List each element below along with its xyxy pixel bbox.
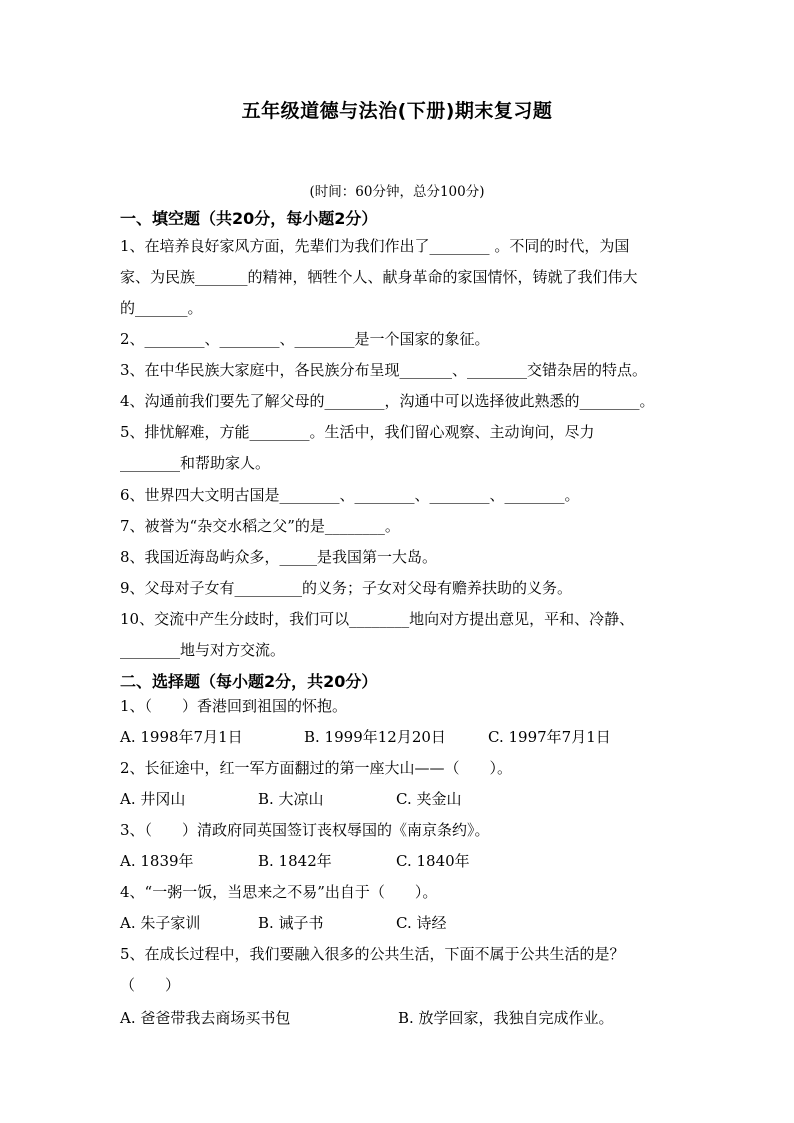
question-line: 4、沟通前我们要先了解父母的________，沟通中可以选择彼此熟悉的________。 [120,392,655,410]
option-a: A. 朱子家训 [120,914,201,932]
question-3: 3、（ ）清政府同英国签订丧权辱国的《南京条约》。 [120,821,490,839]
question-1: 1、（ ）香港回到祖国的怀抱。 [120,697,348,715]
question-line: 8、我国近海岛屿众多，_____是我国第一大岛。 [120,548,438,566]
option-b: B. 1842年 [258,852,332,870]
page-title: 五年级道德与法治(下册)期末复习题 [241,100,553,122]
question-line: 7、被誉为“杂交水稻之父”的是________。 [120,517,400,535]
option-a: A. 井冈山 [120,790,186,808]
option-b: B. 大凉山 [258,790,324,808]
option-c: C. 诗经 [396,914,447,932]
question-line: 2、________、________、________是一个国家的象征。 [120,330,490,348]
question-line: 家、为民族_______的精神，牺牲个人、献身革命的家国情怀，铸就了我们伟大 [120,268,638,286]
question-line: 6、世界四大文明古国是________、________、________、________。 [120,486,580,504]
option-a: A. 1998年7月1日 [120,728,243,746]
question-line: 5、排忧解难，方能________。生活中，我们留心观察、主动询问，尽力 [120,423,595,441]
option-c: C. 1997年7月1日 [488,728,611,746]
option-b: B. 放学回家，我独自完成作业。 [398,1009,614,1027]
question-line: ________和帮助家人。 [120,454,271,472]
question-line: ________地与对方交流。 [120,641,286,659]
question-line: 3、在中华民族大家庭中，各民族分布呈现_______、________交错杂居的特点。 [120,361,648,379]
exam-info: (时间：60分钟，总分100分) [309,184,485,200]
question-5-answer-paren: （ ） [120,976,181,994]
option-c: C. 夹金山 [396,790,462,808]
option-a: A. 爸爸带我去商场买书包 [120,1009,291,1027]
option-b: B. 诫子书 [258,914,324,932]
question-2: 2、长征途中，红一军方面翻过的第一座大山——（ ）。 [120,759,513,777]
option-b: B. 1999年12月20日 [304,728,446,746]
question-line: 1、在培养良好家风方面，先辈们为我们作出了________ 。不同的时代，为国 [120,237,630,255]
section-heading-fill-blank: 一、填空题（共20分，每小题2分） [120,209,378,228]
question-line: 的_______。 [120,299,203,317]
option-c: C. 1840年 [396,852,470,870]
question-line: 10、交流中产生分歧时，我们可以________地向对方提出意见，平和、冷静、 [120,610,635,628]
section-heading-multiple-choice: 二、选择题（每小题2分，共20分） [120,672,378,691]
question-5: 5、在成长过程中，我们要融入很多的公共生活，下面不属于公共生活的是？ [120,945,625,963]
question-4: 4、“一粥一饭，当思来之不易”出自于（ ）。 [120,883,438,901]
option-a: A. 1839年 [120,852,194,870]
question-line: 9、父母对子女有_________的义务；子女对父母有赡养扶助的义务。 [120,579,573,597]
